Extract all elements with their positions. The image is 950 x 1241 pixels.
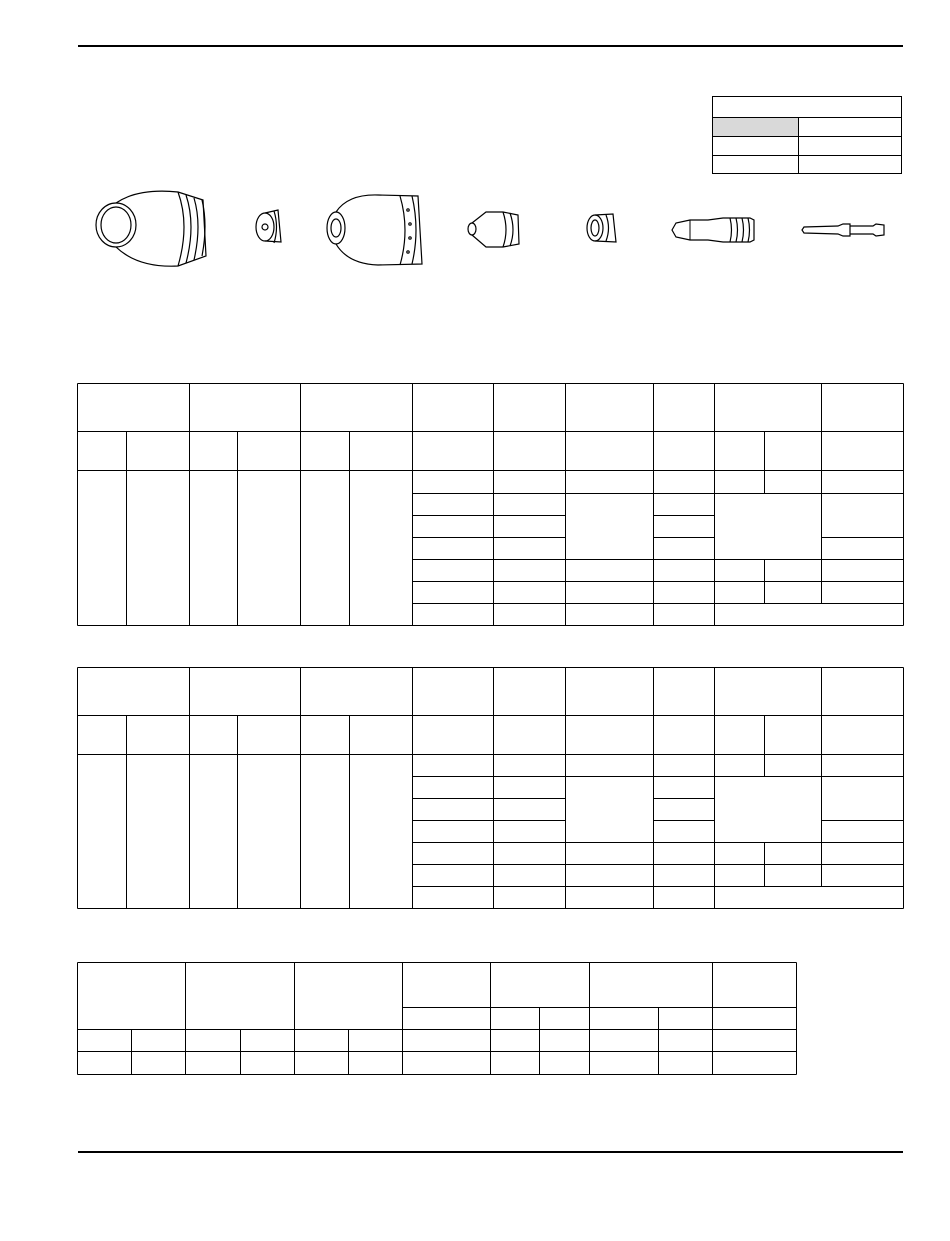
table-2-gridlines bbox=[77, 667, 904, 909]
nozzle-icon bbox=[468, 212, 519, 247]
shield-cap-icon bbox=[96, 191, 206, 266]
shield-insert-icon bbox=[256, 210, 281, 243]
legend-cell bbox=[799, 137, 901, 156]
water-tube-icon bbox=[802, 224, 884, 236]
top-rule bbox=[78, 45, 903, 47]
retaining-cap-icon bbox=[327, 195, 422, 265]
data-table-1 bbox=[77, 383, 904, 626]
table-1-gridlines bbox=[77, 383, 904, 626]
legend-cell bbox=[799, 118, 901, 137]
bottom-rule bbox=[78, 1151, 903, 1153]
table-3-gridlines bbox=[77, 962, 797, 1075]
legend-box bbox=[712, 96, 902, 174]
legend-shaded-swatch bbox=[713, 118, 799, 137]
data-table-3 bbox=[77, 962, 798, 1075]
consumable-parts-illustration bbox=[78, 180, 903, 280]
legend-cell bbox=[713, 156, 799, 173]
legend-header-row bbox=[713, 97, 901, 118]
data-table-2 bbox=[77, 667, 904, 910]
swirl-ring-icon bbox=[587, 214, 616, 242]
legend-cell bbox=[713, 137, 799, 156]
electrode-icon bbox=[672, 218, 754, 242]
